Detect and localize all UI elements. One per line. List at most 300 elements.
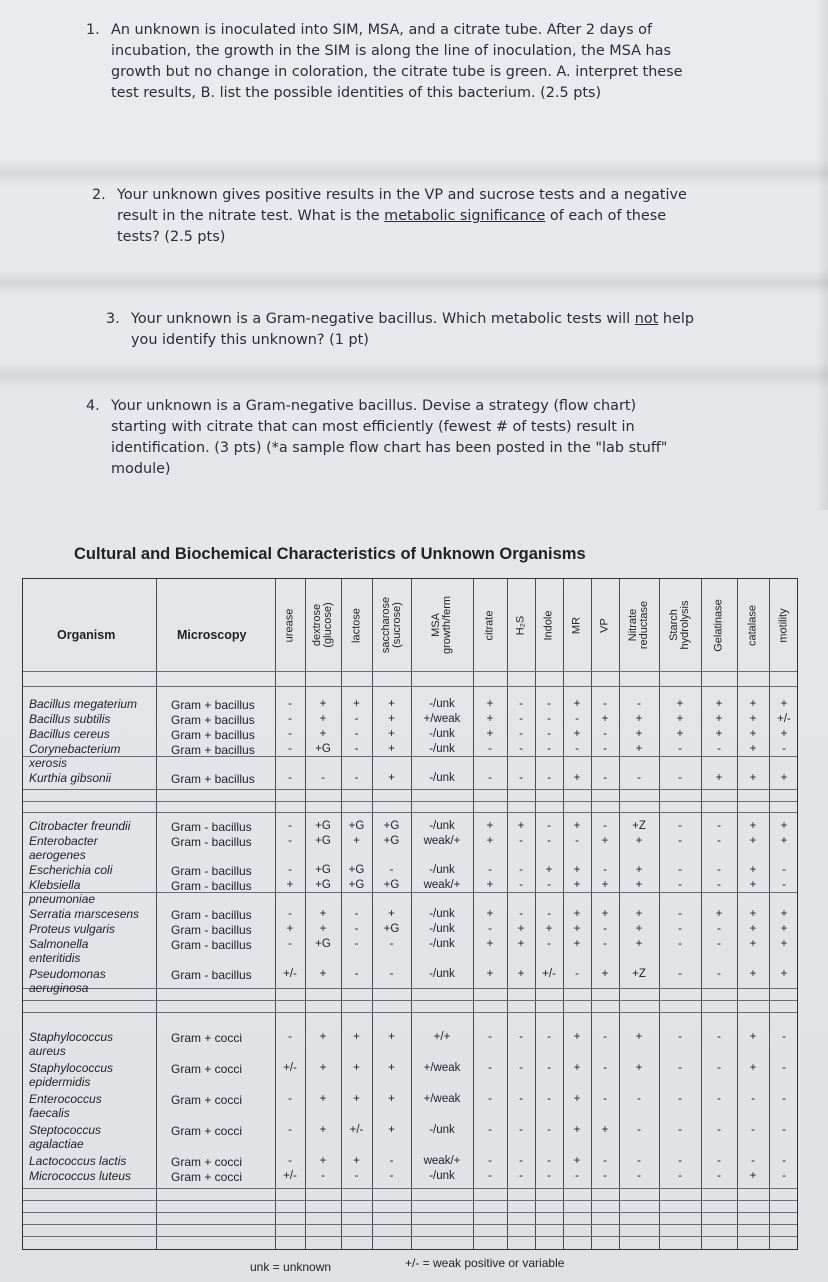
test-result-cell: +: [388, 713, 395, 725]
test-result-cell: +: [749, 698, 757, 710]
test-result-cell: +: [319, 1093, 327, 1105]
test-result-cell: +: [353, 698, 360, 710]
test-result-cell: -: [288, 728, 292, 740]
test-result-cell: +: [780, 923, 788, 935]
test-result-cell: -: [488, 772, 492, 784]
test-result-cell: -: [603, 1093, 607, 1105]
test-result-cell: -: [288, 1093, 292, 1105]
test-result-cell: -: [547, 743, 551, 755]
test-result-cell: -: [782, 1062, 786, 1074]
test-result-cell: -: [717, 938, 721, 950]
test-result-cell: +: [573, 1155, 581, 1167]
test-result-cell: -: [488, 1155, 492, 1167]
organism-name-line: Steptococcus: [29, 1123, 102, 1137]
test-header-line: H₂S: [514, 615, 527, 635]
test-result-cell: -: [637, 1124, 641, 1136]
test-result-cell: +G: [315, 743, 331, 755]
test-result-cell: -: [717, 1031, 721, 1043]
test-result-cell: +: [749, 835, 757, 847]
test-result-cell: -: [488, 1093, 492, 1105]
test-result-cell: -: [603, 864, 607, 876]
question-line: starting with citrate that can most efficiently (fewest # of tests) result in: [111, 419, 635, 435]
test-result-cell: +G: [315, 864, 331, 876]
microscopy-cell: Gram - bacillus: [171, 864, 252, 878]
test-header-line: dextrose: [311, 603, 323, 647]
microscopy-cell: Gram + cocci: [171, 1093, 243, 1107]
test-result-cell: -: [717, 820, 721, 832]
test-result-cell: +: [573, 820, 581, 832]
test-result-cell: +: [780, 698, 788, 710]
test-header-line: hydrolysis: [679, 600, 691, 650]
test-result-cell: +: [353, 1031, 360, 1043]
organism-name-line: Corynebacterium: [29, 742, 121, 756]
test-result-cell: +: [635, 864, 643, 876]
test-result-cell: -: [547, 772, 551, 784]
organism-name-line: Pseudomonas: [29, 967, 106, 981]
test-header-line: saccharose: [379, 596, 392, 654]
organism-name-line: aureus: [29, 1043, 66, 1058]
test-result-cell: +: [319, 968, 327, 980]
test-result-cell: +: [749, 728, 757, 740]
test-result-cell: +G: [348, 820, 365, 832]
test-result-cell: -: [547, 1062, 551, 1074]
table-row-divider: [23, 756, 797, 757]
organism-name-line: Bacillus subtilis: [29, 712, 111, 726]
table-row-divider: [23, 1188, 797, 1189]
organism-name-line: aeruginosa: [29, 980, 89, 995]
organism-name-line: Micrococcus luteus: [29, 1169, 132, 1183]
microscopy-cell: Gram + cocci: [171, 1170, 243, 1184]
test-result-cell: +: [486, 713, 494, 725]
test-result-cell: +: [573, 879, 581, 891]
test-result-cell: +: [353, 1155, 360, 1167]
test-result-cell: +Z: [632, 968, 646, 980]
test-result-cell: -: [519, 728, 523, 740]
test-result-cell: +: [319, 713, 327, 725]
test-result-cell: +: [573, 698, 581, 710]
test-result-cell: +: [749, 772, 757, 784]
test-result-cell: -: [782, 1170, 786, 1182]
test-result-cell: +: [635, 1062, 643, 1074]
test-result-cell: -: [547, 820, 551, 832]
question-line: [117, 206, 666, 227]
organism-name-line: Kurthia gibsonii: [29, 771, 112, 785]
test-result-cell: -: [547, 835, 551, 847]
test-result-cell: +: [780, 968, 788, 980]
question-2: [92, 185, 812, 255]
test-result-cell: +/-: [542, 968, 556, 980]
test-result-cell: +: [486, 938, 494, 950]
test-result-cell: weak/+: [423, 1155, 461, 1167]
test-result-cell: +: [601, 713, 609, 725]
test-column-header: [600, 584, 611, 666]
question-line: module): [111, 461, 171, 477]
test-header-line: Starch: [668, 609, 680, 641]
microscopy-cell: Gram - bacillus: [171, 923, 252, 937]
test-result-cell: -: [603, 820, 607, 832]
paper-edge-shadow: [816, 0, 828, 510]
test-result-cell: -: [717, 923, 721, 935]
test-result-cell: +: [635, 1031, 643, 1043]
test-result-cell: -: [678, 968, 682, 980]
test-result-cell: -/unk: [429, 1170, 455, 1182]
test-result-cell: -: [547, 728, 551, 740]
test-result-cell: -: [519, 713, 523, 725]
test-result-cell: +: [573, 938, 581, 950]
test-result-cell: +: [319, 1031, 327, 1043]
table-title: Cultural and Biochemical Characteristics of Unknown Organisms: [74, 545, 586, 563]
test-result-cell: +: [388, 728, 395, 740]
organism-name-line: Escherichia coli: [29, 863, 113, 877]
test-result-cell: +: [486, 728, 494, 740]
test-result-cell: +Z: [632, 820, 646, 832]
test-result-cell: +: [715, 713, 723, 725]
test-result-cell: -: [519, 1031, 523, 1043]
organism-name-line: enteritidis: [29, 950, 81, 965]
test-result-cell: +: [573, 728, 581, 740]
test-header-line: MSA: [430, 613, 442, 637]
test-result-cell: weak/+: [423, 879, 461, 891]
test-result-cell: +: [601, 968, 609, 980]
test-result-cell: +: [388, 1124, 395, 1136]
test-header-line: citrate: [483, 610, 496, 640]
test-result-cell: -: [519, 772, 523, 784]
test-result-cell: +: [715, 728, 723, 740]
test-result-cell: +: [388, 1062, 395, 1074]
test-result-cell: -: [782, 1124, 786, 1136]
test-result-cell: +: [486, 835, 494, 847]
test-result-cell: -: [519, 1170, 523, 1182]
test-result-cell: +: [486, 820, 494, 832]
organism-name-line: pneumoniae: [29, 891, 96, 906]
test-result-cell: -: [321, 772, 325, 784]
microscopy-cell: Gram + cocci: [171, 1062, 243, 1076]
organism-header: Organism: [57, 628, 116, 642]
test-result-cell: -: [678, 835, 682, 847]
test-header-line: growth/ferm: [441, 595, 453, 655]
test-result-cell: -: [519, 743, 523, 755]
table-row-divider: [23, 1212, 797, 1213]
test-result-cell: -: [354, 728, 359, 740]
organism-name-line: Lactococcus lactis: [29, 1154, 127, 1168]
microscopy-cell: Gram + bacillus: [171, 713, 255, 727]
test-result-cell: +/weak: [423, 1093, 461, 1105]
test-result-cell: +: [601, 835, 609, 847]
test-column-header: [485, 584, 496, 666]
test-result-cell: -/unk: [429, 923, 455, 935]
test-result-cell: +: [286, 923, 294, 935]
test-result-cell: -: [288, 743, 292, 755]
test-result-cell: -: [782, 1093, 786, 1105]
test-result-cell: -: [389, 1155, 394, 1167]
test-result-cell: +: [780, 772, 788, 784]
test-result-cell: +: [715, 698, 723, 710]
microscopy-header: Microscopy: [177, 628, 247, 642]
test-result-cell: -: [519, 908, 523, 920]
test-result-cell: -: [678, 1170, 682, 1182]
test-result-cell: -: [288, 772, 292, 784]
organism-name-line: Bacillus cereus: [29, 727, 110, 741]
test-result-cell: -: [678, 1062, 682, 1074]
test-result-cell: +: [319, 728, 327, 740]
test-result-cell: -: [678, 743, 682, 755]
test-header-line: catalase: [746, 604, 759, 646]
test-result-cell: -: [354, 908, 359, 920]
test-header-line: motility: [777, 607, 790, 643]
organism-name-line: Serratia marscesens: [29, 907, 140, 921]
table-row-divider: [23, 789, 797, 790]
test-column-header: [351, 584, 362, 666]
test-result-cell: +G: [348, 864, 365, 876]
test-result-cell: -: [519, 1155, 523, 1167]
question-4: [86, 396, 806, 486]
organism-name: [29, 1124, 101, 1151]
test-column-header: [628, 584, 650, 666]
test-result-cell: +: [545, 923, 553, 935]
test-result-cell: -: [354, 923, 359, 935]
test-result-cell: +: [749, 908, 757, 920]
test-result-cell: +: [517, 923, 525, 935]
organism-name-line: Salmonella: [29, 937, 89, 951]
test-result-cell: -: [637, 772, 641, 784]
microscopy-cell: Gram - bacillus: [171, 968, 252, 982]
test-result-cell: +: [780, 728, 788, 740]
test-result-cell: -: [288, 835, 292, 847]
test-result-cell: +: [676, 728, 684, 740]
question-line: test results, B. list the possible identities of this bacterium. (2.5 pts): [111, 85, 602, 101]
underlined-phrase: not: [634, 311, 659, 327]
test-result-cell: -/unk: [429, 968, 455, 980]
organism-name: [29, 923, 115, 937]
microscopy-cell: Gram - bacillus: [171, 908, 252, 922]
table-row-divider: [23, 892, 797, 893]
test-result-cell: -: [575, 713, 579, 725]
question-number: 1.: [86, 22, 100, 38]
test-result-cell: +: [749, 743, 757, 755]
footnote-unk: unk = unknown: [250, 1260, 332, 1274]
table-row-divider: [23, 1200, 797, 1201]
test-result-cell: +/-: [777, 713, 791, 725]
organism-name-line: Enterobacter: [29, 834, 98, 848]
test-result-cell: -: [288, 820, 292, 832]
table-row-divider: [23, 1236, 797, 1237]
test-result-cell: -: [717, 879, 721, 891]
test-result-cell: +: [353, 1062, 360, 1074]
test-result-cell: +/+: [433, 1031, 451, 1043]
microscopy-cell: Gram + bacillus: [171, 698, 255, 712]
test-result-cell: -: [288, 698, 292, 710]
test-result-cell: +: [601, 908, 609, 920]
test-header-line: (sucrose): [390, 602, 403, 648]
test-result-cell: +: [319, 698, 327, 710]
test-result-cell: +: [780, 835, 788, 847]
test-result-cell: -: [782, 743, 786, 755]
test-result-cell: -: [751, 1124, 755, 1136]
test-result-cell: -: [637, 1170, 641, 1182]
test-result-cell: -: [678, 1124, 682, 1136]
test-result-cell: -/unk: [429, 728, 455, 740]
test-result-cell: +: [388, 908, 395, 920]
test-result-cell: -: [782, 1031, 786, 1043]
question-line: growth but no change in coloration, the citrate tube is green. A. interpret these: [111, 64, 683, 80]
test-result-cell: +: [635, 835, 643, 847]
question-line: you identify this unknown? (1 pt): [131, 332, 369, 348]
test-result-cell: +: [388, 698, 395, 710]
organism-name-line: Bacillus megaterium: [29, 697, 138, 711]
test-result-cell: +: [749, 1062, 757, 1074]
test-result-cell: -: [488, 1124, 492, 1136]
test-result-cell: -: [488, 923, 492, 935]
test-result-cell: -: [547, 938, 551, 950]
test-result-cell: -: [603, 772, 607, 784]
organism-name-line: faecalis: [29, 1105, 70, 1120]
test-result-cell: -: [288, 938, 292, 950]
test-result-cell: -: [519, 835, 523, 847]
test-result-cell: -: [547, 908, 551, 920]
test-result-cell: -: [575, 743, 579, 755]
test-result-cell: +: [749, 713, 757, 725]
test-result-cell: -: [678, 1155, 682, 1167]
underlined-phrase: metabolic significance: [384, 208, 546, 224]
test-result-cell: -/unk: [429, 743, 455, 755]
organism-name: [29, 879, 95, 906]
test-result-cell: -: [288, 864, 292, 876]
table-row-divider: [23, 1224, 797, 1225]
test-column-header: [312, 584, 334, 666]
microscopy-cell: Gram + cocci: [171, 1124, 243, 1138]
test-header-line: Nitrate: [627, 608, 639, 642]
table-row-divider: [23, 671, 797, 672]
test-result-cell: -: [678, 923, 682, 935]
test-column-header: [748, 584, 759, 666]
test-result-cell: -: [751, 1155, 755, 1167]
test-result-cell: +: [601, 879, 609, 891]
test-result-cell: -: [547, 698, 551, 710]
test-result-cell: +: [486, 698, 494, 710]
test-result-cell: -: [603, 743, 607, 755]
test-result-cell: -/unk: [429, 820, 455, 832]
test-result-cell: -: [678, 1031, 682, 1043]
table-row-divider: [23, 1000, 797, 1001]
organism-name: [29, 1155, 126, 1169]
test-result-cell: -: [603, 923, 607, 935]
test-header-line: Indole: [542, 610, 555, 640]
test-column-header: [381, 584, 403, 666]
test-result-cell: +: [573, 1062, 581, 1074]
test-result-cell: +G: [383, 820, 400, 832]
test-result-cell: +: [749, 923, 757, 935]
test-column-header: [779, 584, 790, 666]
test-result-cell: +: [749, 1170, 757, 1182]
organism-name-line: Staphylococcus: [29, 1030, 114, 1044]
test-result-cell: +: [780, 820, 788, 832]
question-line: Your unknown gives positive results in the VP and sucrose tests and a negative: [117, 187, 687, 203]
question-number: 3.: [106, 311, 120, 327]
test-result-cell: -: [603, 1155, 607, 1167]
test-header-line: lactose: [350, 607, 362, 643]
organism-name: [29, 1062, 113, 1089]
test-result-cell: -: [603, 1170, 607, 1182]
microscopy-cell: Gram - bacillus: [171, 820, 252, 834]
test-column-header: [431, 584, 453, 666]
organism-name: [29, 835, 98, 862]
test-result-cell: -: [603, 698, 607, 710]
test-result-cell: -: [288, 1124, 292, 1136]
test-result-cell: +: [715, 772, 723, 784]
test-result-cell: -: [389, 938, 394, 950]
test-result-cell: +: [635, 728, 643, 740]
test-result-cell: +: [749, 864, 757, 876]
test-result-cell: +G: [315, 835, 331, 847]
test-result-cell: -: [717, 835, 721, 847]
microscopy-cell: Gram + cocci: [171, 1031, 243, 1045]
test-result-cell: +/weak: [423, 1062, 461, 1074]
biochemical-table: [22, 578, 798, 1250]
test-result-cell: -/unk: [429, 698, 455, 710]
test-result-cell: -: [519, 879, 523, 891]
microscopy-cell: Gram + bacillus: [171, 772, 255, 786]
organism-name: [29, 713, 110, 727]
table-column-divider: [156, 579, 157, 1249]
test-result-cell: -: [678, 879, 682, 891]
test-result-cell: -: [717, 1093, 721, 1105]
test-result-cell: -: [782, 864, 786, 876]
test-result-cell: +G: [383, 923, 400, 935]
test-result-cell: -: [488, 864, 492, 876]
test-result-cell: -: [389, 1170, 394, 1182]
test-result-cell: +: [319, 1155, 327, 1167]
organism-name-line: aerogenes: [29, 847, 86, 862]
test-result-cell: +: [601, 1124, 609, 1136]
organism-name: [29, 968, 106, 995]
organism-name: [29, 820, 130, 834]
paper-fold-shadow: [0, 362, 828, 388]
test-result-cell: +: [749, 968, 757, 980]
test-result-cell: -: [678, 938, 682, 950]
test-result-cell: -: [637, 698, 641, 710]
test-result-cell: -: [717, 1170, 721, 1182]
test-column-header: [285, 584, 296, 666]
test-result-cell: +: [319, 1124, 327, 1136]
table-row-divider: [23, 988, 797, 989]
microscopy-cell: Gram + cocci: [171, 1155, 243, 1169]
test-result-cell: -: [637, 1093, 641, 1105]
question-line: tests? (2.5 pts): [117, 229, 226, 245]
test-result-cell: -: [547, 879, 551, 891]
test-result-cell: -: [751, 1093, 755, 1105]
test-result-cell: +: [517, 968, 525, 980]
test-header-line: reductase: [638, 600, 650, 650]
microscopy-cell: Gram - bacillus: [171, 938, 252, 952]
organism-name: [29, 1170, 131, 1184]
test-result-cell: -: [354, 772, 359, 784]
test-result-cell: +: [676, 698, 684, 710]
test-result-cell: +G: [383, 835, 400, 847]
test-result-cell: -: [519, 864, 523, 876]
microscopy-cell: Gram - bacillus: [171, 879, 252, 893]
test-result-cell: -: [603, 728, 607, 740]
test-result-cell: -: [288, 713, 292, 725]
test-result-cell: +: [388, 743, 395, 755]
organism-name-line: Klebsiella: [29, 878, 81, 892]
test-result-cell: -: [678, 1093, 682, 1105]
test-result-cell: -/unk: [429, 1124, 455, 1136]
test-result-cell: -: [575, 1170, 579, 1182]
test-header-line: urease: [283, 608, 296, 642]
test-result-cell: -: [354, 938, 359, 950]
test-result-cell: +G: [315, 820, 331, 832]
test-result-cell: +: [635, 923, 643, 935]
